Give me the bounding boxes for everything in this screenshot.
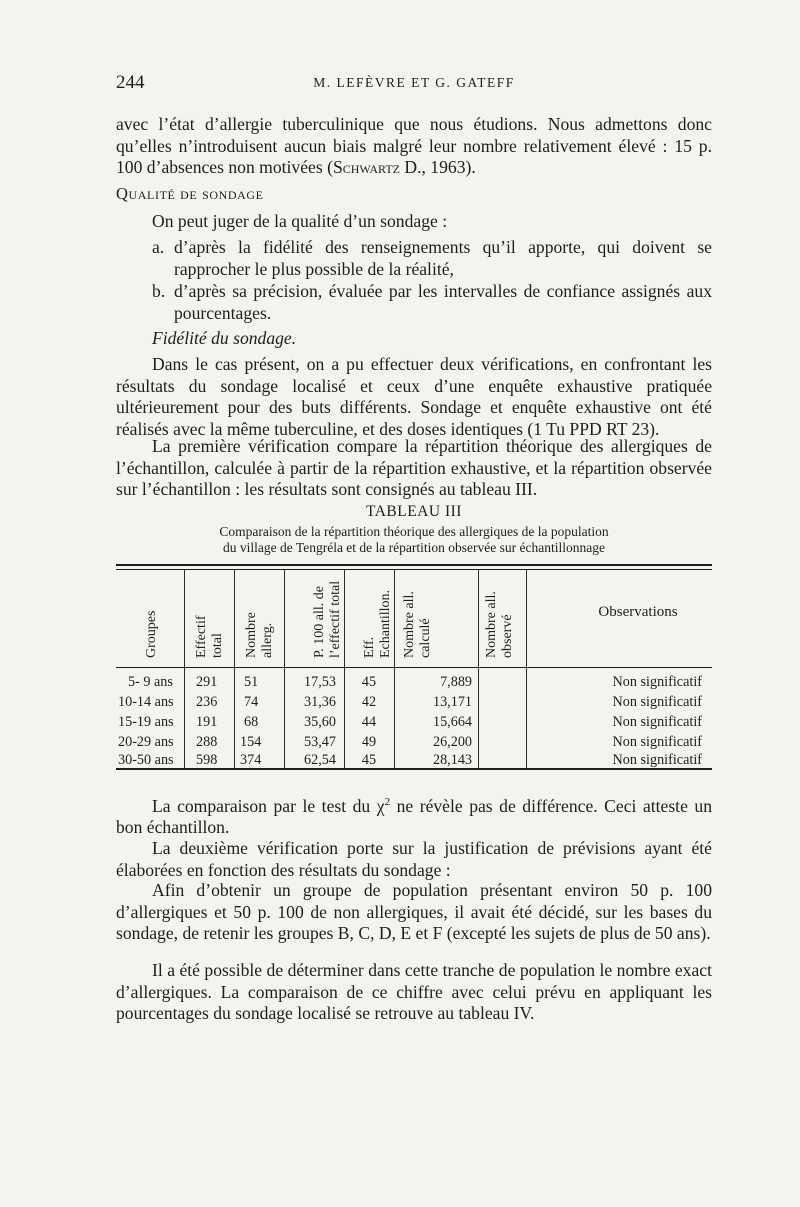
paragraph-7 — [116, 960, 712, 1025]
cell-total: 191 — [196, 714, 218, 730]
cell-eff: 42 — [361, 694, 377, 710]
cell-eff: 45 — [361, 752, 377, 768]
cell-eff: 44 — [361, 714, 377, 730]
cell-eff: 45 — [361, 674, 377, 690]
cell-total: 236 — [196, 694, 218, 710]
cell-calc: 7,889 — [440, 674, 472, 690]
section-intro-text: On peut juger de la qualité d’un sondage : — [152, 211, 448, 231]
cell-allerg: 68 — [244, 714, 259, 730]
paragraph-3-text: La première vérification compare la répartition théorique des allergiques de l’échantillon, calculée à partir de la répartition exhaustive, et la répartition observée sur l’échantillon : les résultats sont consignés au tableau III. — [116, 436, 712, 499]
cell-group: 20-29 ans — [118, 734, 174, 750]
table-caption-line-2: du village de Tengréla et de la répartition observée sur échantillonnage — [223, 540, 605, 555]
cell-observation: Non significatif — [612, 752, 702, 768]
table-title: TABLEAU III — [366, 503, 462, 520]
cell-allerg: 154 — [240, 734, 262, 750]
col-header-eff-line2: Echantillon. — [378, 589, 393, 658]
col-header-effectif-line2: total — [210, 633, 225, 658]
paragraph-6 — [116, 880, 712, 945]
cell-pct: 31,36 — [304, 694, 336, 710]
cell-observation: Non significatif — [612, 734, 702, 750]
cell-allerg: 51 — [244, 674, 259, 690]
table-top-rule-thin — [116, 569, 712, 570]
paragraph-4-end: ne révèle pas de différence. Ceci atteste un bon échantillon. — [116, 795, 712, 838]
col-divider — [478, 570, 479, 768]
col-header-nombre-allerg-line2: allerg. — [260, 622, 275, 658]
col-header-calc-line2: calculé — [418, 618, 433, 658]
paragraph-5 — [116, 838, 712, 881]
cell-calc: 26,200 — [432, 734, 472, 750]
col-divider — [234, 570, 235, 768]
paragraph-2 — [116, 354, 712, 440]
running-head: M. LEFÈVRE ET G. GATEFF — [313, 75, 515, 90]
paragraph-intro-text: avec l’état d’allergie tuberculinique que nous étudions. Nous admettons donc qu’elles n’introduisent aucun biais malgré leur nombre relativement élevé : 15 p. 100 d’absences non motivées ( — [116, 114, 712, 177]
cell-total: 288 — [196, 734, 218, 750]
paragraph-6-text: Afin d’obtenir un groupe de population présentant environ 50 p. 100 d’allergiques et 50 p. 100 de non allergiques, il avait été décidé, sur les bases du sondage, de retenir les groupes B, C, D, E et F (excepté les sujets de plus de 50 ans). — [116, 880, 712, 943]
cell-observation: Non significatif — [612, 694, 702, 710]
list-text: d’après la fidélité des renseignements qu’il apporte, qui doivent se rapprocher le plus possible de la réalité, — [174, 237, 712, 279]
list-label: a. — [152, 237, 165, 257]
section-intro — [116, 211, 712, 233]
list-label: b. — [152, 281, 166, 301]
list-text: d’après sa précision, évaluée par les intervalles de confiance assignés aux pourcentages. — [174, 281, 712, 323]
chi-square-exponent: 2 — [384, 796, 391, 808]
cell-total: 291 — [196, 674, 218, 690]
col-header-effectif-line1: Effectif — [194, 615, 209, 658]
paragraph-intro — [116, 114, 712, 179]
cell-pct: 53,47 — [304, 734, 336, 750]
paragraph-5-text: La deuxième vérification porte sur la justification de prévisions ayant été élaborées en fonction des résultats du sondage : — [116, 838, 712, 880]
cell-group: 5- 9 ans — [128, 674, 173, 690]
data-table — [116, 564, 712, 774]
list-item-a — [152, 237, 712, 280]
table-caption-line-1: Comparaison de la répartition théorique des allergiques de la population — [219, 524, 609, 539]
paragraph-4-text: La comparaison par le test du χ — [152, 795, 385, 816]
col-header-obs-line1: Nombre all. — [484, 591, 499, 658]
table-top-rule — [116, 564, 712, 566]
cell-group: 10-14 ans — [118, 694, 174, 710]
paragraph-4 — [116, 792, 712, 839]
col-header-calc-line1: Nombre all. — [402, 591, 417, 658]
col-header-obs-line2: observé — [500, 614, 515, 658]
cell-pct: 17,53 — [304, 674, 336, 690]
cell-allerg: 374 — [240, 752, 262, 768]
cell-calc: 13,171 — [432, 694, 472, 710]
subsection-title: Fidélité du sondage. — [152, 328, 297, 348]
col-header-observations: Observations — [598, 604, 678, 620]
cell-group: 30-50 ans — [118, 752, 174, 768]
col-header-groupes: Groupes — [144, 610, 159, 658]
cell-pct: 62,54 — [304, 752, 336, 768]
paragraph-7-text: Il a été possible de déterminer dans cette tranche de population le nombre exact d’allergiques. La comparaison de ce chiffre avec celui prévu en appliquant les pourcentages du sondage localisé se retrouve au tableau IV. — [116, 960, 712, 1023]
cell-calc: 28,143 — [432, 752, 472, 768]
cell-calc: 15,664 — [432, 714, 472, 730]
col-divider — [284, 570, 285, 768]
col-header-nombre-allerg-line1: Nombre — [244, 612, 259, 658]
cell-total: 598 — [196, 752, 218, 768]
paragraph-intro-end: D., 1963). — [400, 157, 476, 177]
col-divider — [184, 570, 185, 768]
section-title: Qualité de sondage — [116, 184, 264, 203]
cell-pct: 35,60 — [304, 714, 336, 730]
col-header-pct-line2: l’effectif total — [328, 580, 343, 658]
cell-observation: Non significatif — [612, 714, 702, 730]
col-header-pct-line1: P. 100 all. de — [312, 586, 327, 658]
table-header-rule — [116, 667, 712, 668]
list-item-b — [152, 281, 712, 324]
cell-eff: 49 — [361, 734, 377, 750]
col-header-eff-line1: Eff. — [362, 636, 377, 658]
paragraph-3 — [116, 436, 712, 501]
cell-group: 15-19 ans — [118, 714, 174, 730]
paragraph-2-text: Dans le cas présent, on a pu effectuer deux vérifications, en confrontant les résultats du sondage localisé et ceux d’une enquête exhaustive pratiquée ultérieurement pour des buts différents. Sondage et enquête exhaustive ont été réalisés avec la même tuberculine, et des doses identiques (1 Tu PPD RT 23). — [116, 354, 712, 439]
page-header — [116, 72, 712, 96]
cell-observation: Non significatif — [612, 674, 702, 690]
page-number: 244 — [116, 72, 145, 93]
cited-author: Schwartz — [332, 157, 400, 177]
cell-allerg: 74 — [244, 694, 259, 710]
